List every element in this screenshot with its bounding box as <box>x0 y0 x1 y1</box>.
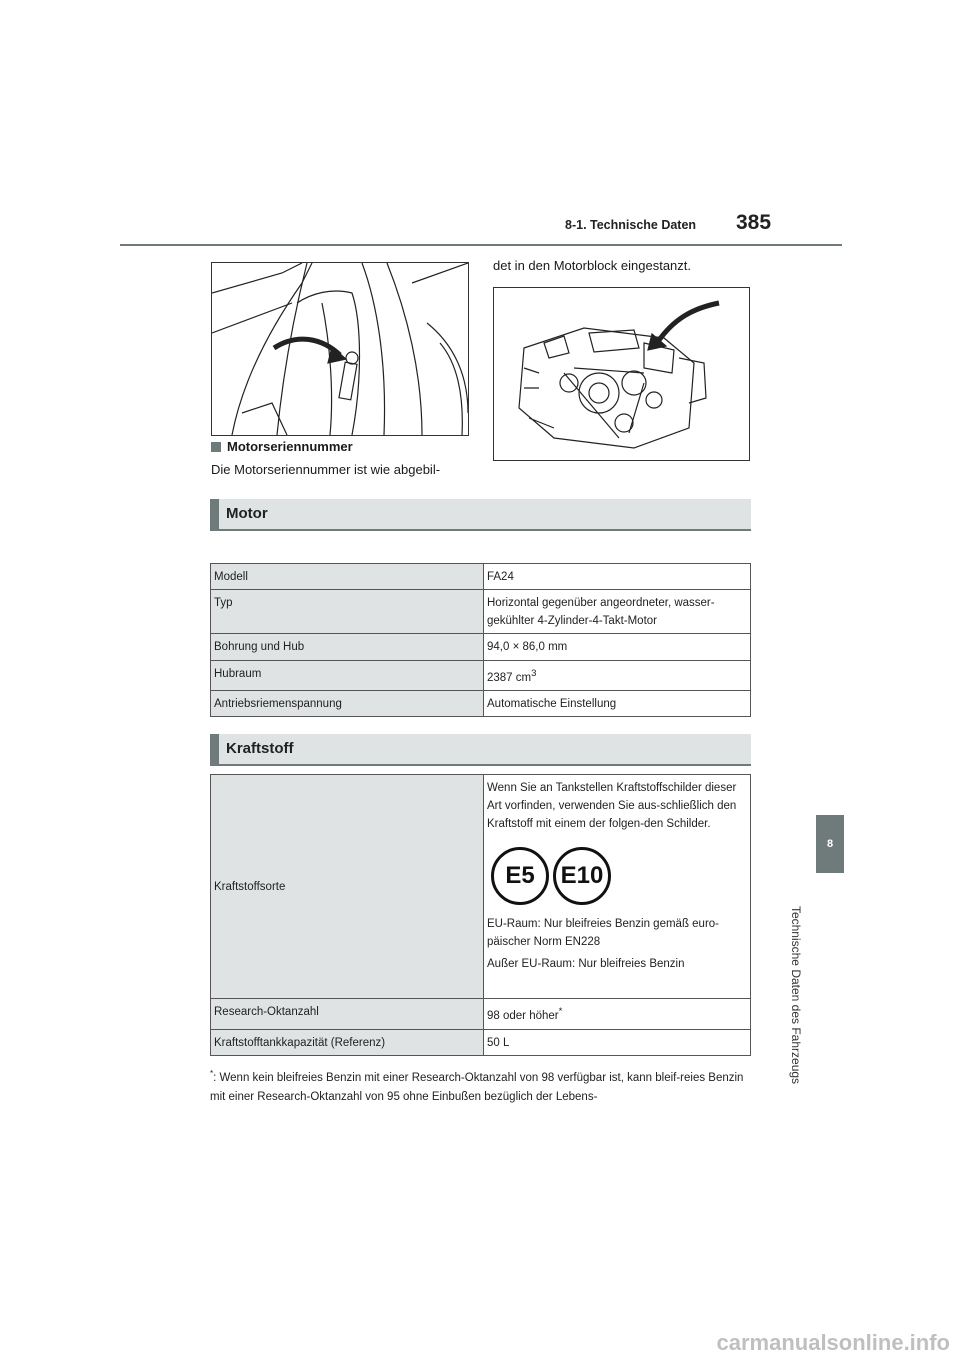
header-rule <box>120 244 842 246</box>
section-accent <box>210 499 219 531</box>
chapter-title: Technische Daten des Fahrzeugs <box>789 905 803 1085</box>
non-eu-fuel-text: Außer EU-Raum: Nur bleifreies Benzin <box>487 958 685 970</box>
footnote-mark: * <box>558 1006 563 1017</box>
spec-value: 50 L <box>484 1030 751 1056</box>
footnote <box>210 1064 755 1107</box>
table-row <box>211 999 751 1030</box>
fuel-type-cell <box>484 775 751 999</box>
spec-value: Automatische Einstellung <box>484 690 751 716</box>
intro-text: Die Motorseriennummer ist wie abgebil- <box>211 462 441 477</box>
page-number: 385 <box>736 211 772 234</box>
spec-label: Research-Oktanzahl <box>211 999 484 1030</box>
spec-value: 2387 cm <box>487 671 532 684</box>
eu-fuel-text: EU-Raum: Nur bleifreies Benzin gemäß euro-päischer Norm EN228 <box>487 918 720 948</box>
spec-value: Horizontal gegenüber angeordneter, wasser-gekühlter 4-Zylinder-4-Takt-Motor <box>484 590 751 634</box>
subheading-text: Motorseriennummer <box>227 439 353 454</box>
footnote-text: : Wenn kein bleifreies Benzin mit einer Research-Oktanzahl von 98 verfügbar ist, kann bleif-reies Benzin mit einer Research-Oktanzahl von 95 ohne Einbußen bezüglich der Lebens- <box>210 1071 744 1103</box>
spec-label: Kraftstofftankkapazität (Referenz) <box>211 1030 484 1056</box>
spec-label: Typ <box>211 590 484 634</box>
engine-illustration <box>493 287 750 461</box>
e10-badge-icon: E10 <box>553 847 611 905</box>
kraftstoff-section-header <box>210 734 751 766</box>
spec-value: 98 oder höher <box>487 1009 559 1022</box>
spec-label: Modell <box>211 564 484 590</box>
table-row <box>211 1030 751 1056</box>
fuel-sign-text: Wenn Sie an Tankstellen Kraftstoffschilder dieser Art vorfinden, verwenden Sie aus-schließlich den Kraftstoff mit einem der folgen-den Schilder. <box>487 782 737 830</box>
square-bullet-icon <box>211 442 221 452</box>
watermark: carmanualsonline.info <box>716 1330 950 1355</box>
spec-label: Bohrung und Hub <box>211 634 484 661</box>
spec-value-cell <box>484 661 751 691</box>
table-row <box>211 661 751 691</box>
chapter-tab: 8 <box>816 815 844 873</box>
section-accent <box>210 734 219 766</box>
section-header: 8-1. Technische Daten <box>565 218 697 232</box>
spec-label: Antriebsriemenspannung <box>211 690 484 716</box>
e5-badge-icon: E5 <box>491 847 549 905</box>
table-row <box>211 775 751 999</box>
chapter-side-label <box>784 875 808 1115</box>
spec-label: Hubraum <box>211 661 484 691</box>
spec-value: FA24 <box>484 564 751 590</box>
continuation-text: det in den Motorblock eingestanzt. <box>493 258 692 273</box>
table-row <box>211 634 751 661</box>
fuel-badges <box>491 847 746 905</box>
subheading-motorseriennummer <box>211 439 353 454</box>
table-row <box>211 690 751 716</box>
fuel-spec-table <box>210 774 751 1056</box>
motor-spec-table <box>210 563 751 717</box>
superscript: 3 <box>531 668 537 679</box>
spec-value-cell <box>484 999 751 1030</box>
kraftstoff-section-title: Kraftstoff <box>226 740 294 757</box>
table-row <box>211 590 751 634</box>
motor-section-title: Motor <box>226 505 268 522</box>
table-row <box>211 564 751 590</box>
motor-section-header <box>210 499 751 531</box>
footnote-mark: * <box>210 1069 214 1078</box>
spec-value: 94,0 × 86,0 mm <box>484 634 751 661</box>
door-pillar-illustration <box>211 262 469 436</box>
spec-label: Kraftstoffsorte <box>211 775 484 999</box>
